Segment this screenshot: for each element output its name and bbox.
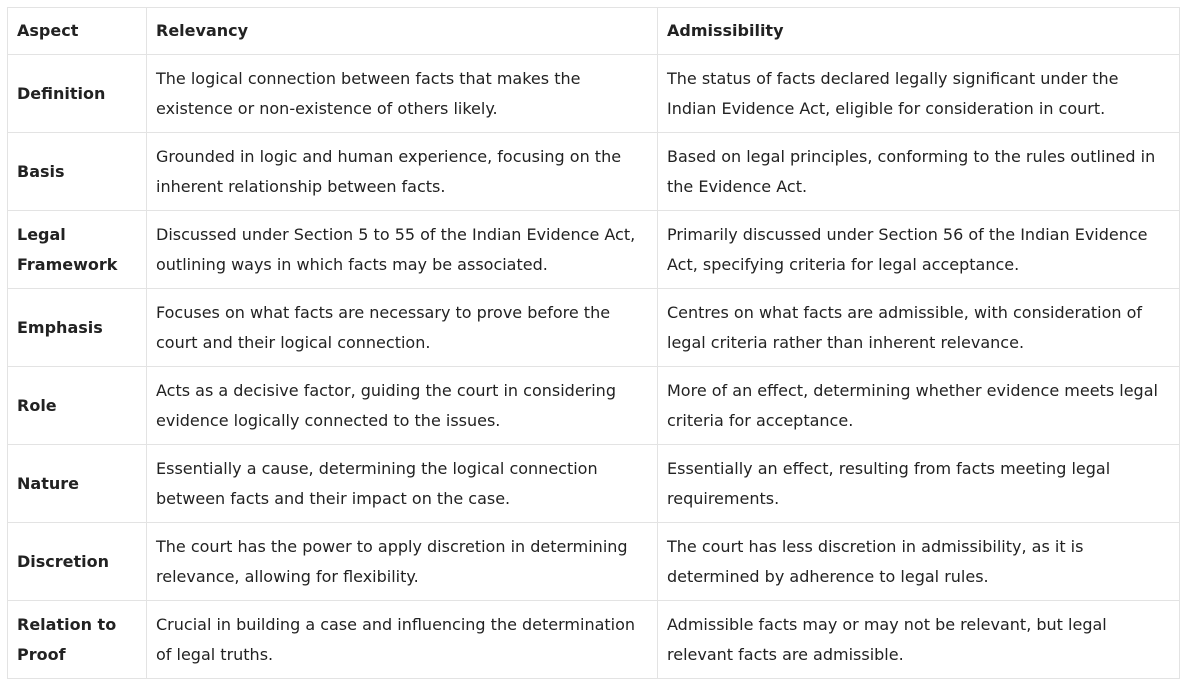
table-header-row xyxy=(8,8,1180,55)
row-admissibility: Primarily discussed under Section 56 of the Indian Evidence Act, specifying criteria for legal acceptance. xyxy=(658,211,1180,289)
row-relevancy: Discussed under Section 5 to 55 of the Indian Evidence Act, outlining ways in which facts may be associated. xyxy=(147,211,658,289)
row-admissibility: More of an effect, determining whether evidence meets legal criteria for acceptance. xyxy=(658,367,1180,445)
row-aspect: Relation to Proof xyxy=(8,601,147,679)
row-aspect: Basis xyxy=(8,133,147,211)
header-admissibility: Admissibility xyxy=(658,8,1180,55)
row-relevancy: The court has the power to apply discretion in determining relevance, allowing for flexibility. xyxy=(147,523,658,601)
comparison-table-container xyxy=(7,7,1179,679)
row-relevancy: The logical connection between facts that makes the existence or non-existence of others likely. xyxy=(147,55,658,133)
header-aspect: Aspect xyxy=(8,8,147,55)
row-relevancy: Crucial in building a case and influencing the determination of legal truths. xyxy=(147,601,658,679)
row-admissibility: The status of facts declared legally significant under the Indian Evidence Act, eligible for consideration in court. xyxy=(658,55,1180,133)
table-row xyxy=(8,601,1180,679)
row-aspect: Legal Framework xyxy=(8,211,147,289)
comparison-table xyxy=(7,7,1180,679)
row-admissibility: Based on legal principles, conforming to the rules outlined in the Evidence Act. xyxy=(658,133,1180,211)
row-aspect: Nature xyxy=(8,445,147,523)
row-aspect: Emphasis xyxy=(8,289,147,367)
row-admissibility: Admissible facts may or may not be relevant, but legal relevant facts are admissible. xyxy=(658,601,1180,679)
table-row xyxy=(8,523,1180,601)
table-row xyxy=(8,367,1180,445)
row-admissibility: The court has less discretion in admissibility, as it is determined by adherence to legal rules. xyxy=(658,523,1180,601)
row-relevancy: Acts as a decisive factor, guiding the court in considering evidence logically connected to the issues. xyxy=(147,367,658,445)
row-relevancy: Focuses on what facts are necessary to prove before the court and their logical connection. xyxy=(147,289,658,367)
row-relevancy: Grounded in logic and human experience, focusing on the inherent relationship between facts. xyxy=(147,133,658,211)
row-aspect: Discretion xyxy=(8,523,147,601)
table-row xyxy=(8,289,1180,367)
table-row xyxy=(8,211,1180,289)
row-aspect: Definition xyxy=(8,55,147,133)
header-relevancy: Relevancy xyxy=(147,8,658,55)
row-admissibility: Essentially an effect, resulting from facts meeting legal requirements. xyxy=(658,445,1180,523)
table-row xyxy=(8,133,1180,211)
table-row xyxy=(8,55,1180,133)
table-row xyxy=(8,445,1180,523)
row-aspect: Role xyxy=(8,367,147,445)
row-relevancy: Essentially a cause, determining the logical connection between facts and their impact on the case. xyxy=(147,445,658,523)
row-admissibility: Centres on what facts are admissible, with consideration of legal criteria rather than inherent relevance. xyxy=(658,289,1180,367)
